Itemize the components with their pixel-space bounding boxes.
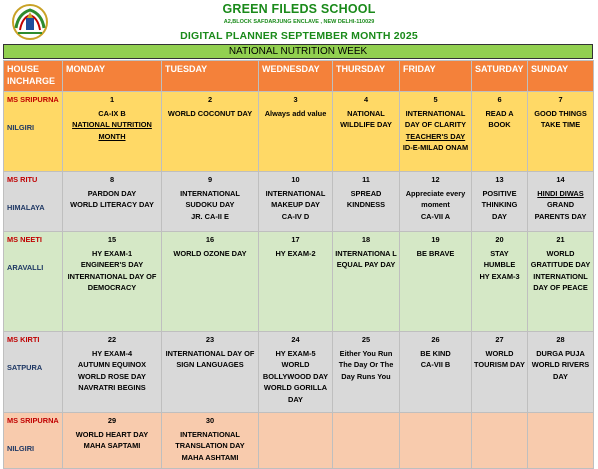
day-cell: [400, 413, 472, 469]
event-text: INTERNATIONA L EQUAL PAY DAY: [335, 248, 397, 269]
event-text: CA-VII B: [420, 360, 451, 369]
date-number: 4: [363, 95, 369, 104]
event-text: PARDON DAY: [87, 188, 137, 198]
teacher-name: MS RITU: [7, 175, 38, 184]
date-number: 16: [205, 235, 215, 244]
event-text: NATIONAL NUTRITION MONTH: [72, 120, 152, 141]
weeks-body: [4, 92, 594, 469]
date-number: 20: [495, 235, 504, 244]
column-header: WEDNESDAY: [259, 61, 333, 92]
week-row: [4, 92, 594, 172]
column-header: TUESDAY: [162, 61, 259, 92]
day-cell: [162, 92, 259, 172]
event-text: Either You Run The Day Or The Day Runs You: [338, 348, 394, 381]
event-text: ID-E-MILAD ONAM: [402, 143, 469, 152]
header-row: [4, 61, 594, 92]
teacher-name: MS NEETI: [7, 235, 42, 244]
house-name: SATPURA: [7, 362, 43, 372]
date-number: 25: [361, 335, 371, 344]
event-text: POSITIVE THINKING DAY: [481, 188, 518, 221]
house-name: NILGIRI: [7, 122, 35, 132]
week-row: [4, 232, 594, 332]
event-text: BE BRAVE: [416, 248, 455, 258]
day-cell: [528, 172, 594, 232]
day-cell: [472, 172, 528, 232]
date-number: 26: [431, 335, 440, 344]
date-number: 27: [495, 335, 504, 344]
day-cell: [333, 232, 400, 332]
event-text: HINDI DIWAS: [537, 188, 584, 198]
date-number: 15: [107, 235, 117, 244]
house-name: ARAVALLI: [7, 262, 44, 272]
event-text: CA-VII A: [420, 211, 451, 221]
school-address: A2,BLOCK SAFDARJUNG ENCLAVE , NEW DELHI-110029: [223, 19, 375, 25]
day-cell: [333, 172, 400, 232]
date-number: 7: [558, 95, 563, 104]
day-cell: [528, 232, 594, 332]
date-number: 22: [107, 335, 117, 344]
date-number: 14: [556, 175, 565, 184]
house-name: NILGIRI: [7, 443, 35, 453]
event-text: WORLD TOURISM DAY: [474, 348, 525, 369]
event-text: HY EXAM-3: [479, 271, 520, 281]
date-number: 17: [291, 235, 300, 244]
date-number: 19: [431, 235, 440, 244]
column-header: MONDAY: [63, 61, 162, 92]
event-text: AUTUMN EQUINOX: [77, 360, 147, 369]
calendar-table: [3, 60, 594, 469]
event-text: STAY HUMBLE: [483, 248, 516, 269]
column-header: SATURDAY: [472, 61, 528, 92]
event-text: DURGA PUJA: [536, 348, 585, 358]
page-header: [0, 0, 598, 44]
date-number: 18: [361, 235, 371, 244]
event-text: INTERNATIONAL DAY OF DEMOCRACY: [67, 271, 157, 292]
event-text: HY EXAM-1: [91, 248, 133, 258]
event-text: NATIONAL WILDLIFE DAY: [340, 108, 392, 129]
column-header: FRIDAY: [400, 61, 472, 92]
event-text: JR. CA-II E: [191, 211, 229, 221]
day-cell: [259, 332, 333, 413]
date-number: 1: [109, 95, 115, 104]
event-text: HY EXAM-4: [91, 348, 133, 358]
event-text: WORLD GRATITUDE DAY: [530, 248, 591, 269]
date-number: 5: [433, 95, 438, 104]
date-number: 30: [205, 416, 215, 425]
day-cell: [162, 232, 259, 332]
event-text: INTERNATIONAL MAKEUP DAY: [265, 188, 326, 209]
house-incharge-cell: [4, 172, 63, 232]
day-cell: [259, 92, 333, 172]
date-number: 10: [291, 175, 300, 184]
date-number: 23: [205, 335, 215, 344]
day-cell: [333, 413, 400, 469]
nutrition-week-banner: NATIONAL NUTRITION WEEK: [3, 44, 593, 59]
day-cell: [472, 413, 528, 469]
day-cell: [259, 172, 333, 232]
date-number: 11: [362, 175, 370, 184]
date-number: 13: [495, 175, 504, 184]
day-cell: [472, 232, 528, 332]
event-text: Always add value: [264, 108, 327, 118]
event-text: MAHA ASHTAMI: [181, 452, 239, 462]
date-number: 24: [291, 335, 300, 344]
event-text: MAHA SAPTAMI: [83, 441, 141, 450]
day-cell: [333, 92, 400, 172]
day-cell: [63, 92, 162, 172]
day-cell: [63, 172, 162, 232]
event-text: CA-IX B: [98, 108, 126, 118]
event-text: INTERNATIONAL DAY OF CLARITY: [404, 108, 467, 129]
day-cell: [528, 413, 594, 469]
event-text: CA-IV D: [281, 211, 310, 221]
event-text: SPREAD KINDNESS: [346, 188, 386, 209]
event-text: WORLD BOLLYWOOD DAY: [262, 360, 329, 381]
day-cell: [472, 92, 528, 172]
column-header: HOUSE INCHARGE: [4, 61, 63, 92]
event-text: WORLD HEART DAY: [75, 429, 149, 439]
event-text: GRAND PARENTS DAY: [534, 200, 587, 221]
day-cell: [259, 232, 333, 332]
house-incharge-cell: [4, 92, 63, 172]
school-name: GREEN FILEDS SCHOOL: [222, 2, 376, 16]
date-number: 6: [497, 95, 502, 104]
house-name: HIMALAYA: [7, 202, 45, 212]
teacher-name: MS SRIPURNA: [7, 416, 59, 425]
teacher-name: MS SRIPURNA: [7, 95, 59, 104]
event-text: INTERNATIONAL SUDOKU DAY: [180, 188, 240, 209]
date-number: 28: [556, 335, 565, 344]
house-incharge-cell: [4, 232, 63, 332]
date-number: 2: [207, 95, 213, 104]
day-cell: [528, 92, 594, 172]
event-text: HY EXAM-5: [275, 348, 316, 358]
event-text: READ A BOOK: [485, 108, 514, 129]
day-cell: [400, 172, 472, 232]
event-text: Appreciate every moment: [405, 188, 466, 209]
event-text: INTERNATIONL DAY OF PEACE: [533, 271, 588, 292]
day-cell: [63, 413, 162, 469]
day-cell: [400, 332, 472, 413]
week-row: [4, 172, 594, 232]
event-text: ENGINEER'S DAY: [80, 260, 144, 269]
house-incharge-cell: [4, 332, 63, 413]
day-cell: [162, 413, 259, 469]
planner-title: DIGITAL PLANNER SEPTEMBER MONTH 2025: [180, 30, 418, 42]
event-text: INTERNATIONAL DAY OF SIGN LANGUAGES: [165, 348, 255, 369]
event-text: GOOD THINGS TAKE TIME: [534, 108, 587, 129]
day-cell: [162, 332, 259, 413]
event-text: WORLD COCONUT DAY: [167, 108, 253, 118]
event-text: TEACHER'S DAY: [405, 131, 466, 141]
column-header: THURSDAY: [333, 61, 400, 92]
date-number: 9: [207, 175, 213, 184]
day-cell: [472, 332, 528, 413]
day-cell: [400, 92, 472, 172]
week-row: [4, 332, 594, 413]
event-text: HY EXAM-2: [275, 248, 316, 258]
event-text: WORLD OZONE DAY: [173, 248, 247, 258]
event-text: WORLD RIVERS DAY: [531, 360, 590, 381]
house-incharge-cell: [4, 413, 63, 469]
date-number: 8: [109, 175, 115, 184]
event-text: NAVRATRI BEGINS: [78, 383, 146, 392]
day-cell: [63, 332, 162, 413]
event-text: WORLD LITERACY DAY: [70, 200, 154, 209]
day-cell: [259, 413, 333, 469]
event-text: WORLD ROSE DAY: [78, 371, 146, 381]
date-number: 3: [293, 95, 298, 104]
day-cell: [400, 232, 472, 332]
date-number: 12: [431, 175, 440, 184]
week-row: [4, 413, 594, 469]
date-number: 29: [107, 416, 117, 425]
event-text: WORLD GORILLA DAY: [263, 383, 328, 404]
day-cell: [162, 172, 259, 232]
day-cell: [333, 332, 400, 413]
day-cell: [63, 232, 162, 332]
event-text: INTERNATIONAL TRANSLATION DAY: [175, 429, 245, 450]
column-header: SUNDAY: [528, 61, 594, 92]
teacher-name: MS KIRTI: [7, 335, 40, 344]
event-text: BE KIND: [420, 348, 451, 358]
date-number: 21: [556, 235, 565, 244]
day-cell: [528, 332, 594, 413]
